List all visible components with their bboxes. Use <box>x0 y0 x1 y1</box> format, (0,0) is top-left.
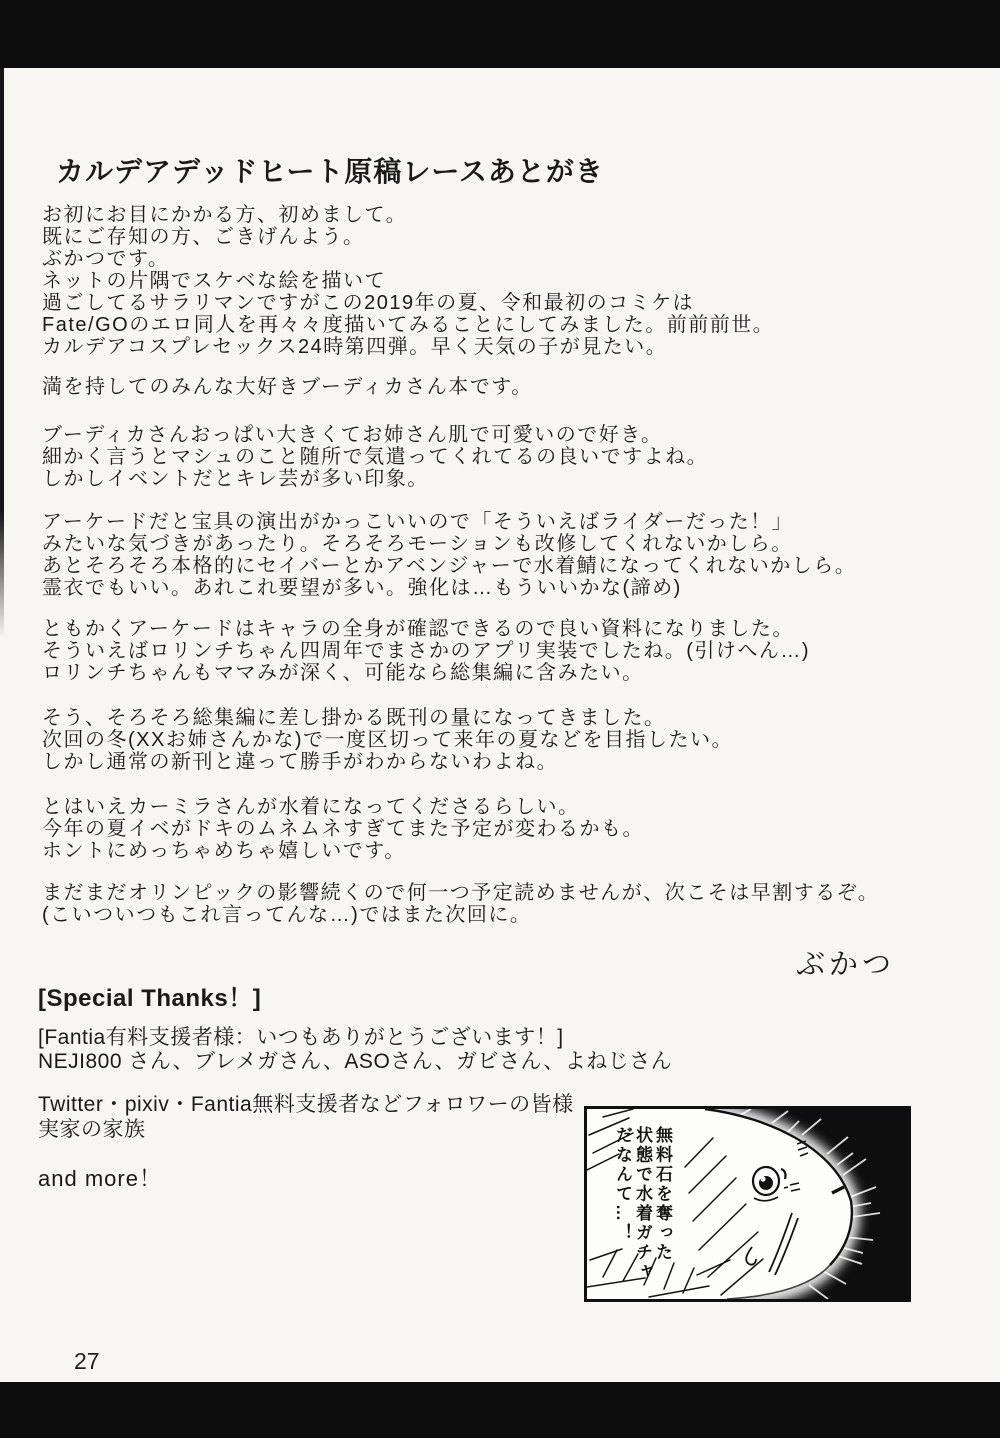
body-line: そう、そろそろ総集編に差し掛かる既刊の量になってきました。 <box>42 707 666 729</box>
speech-line: だなんて…！ <box>613 1126 632 1243</box>
body-line: ともかくアーケードはキャラの全身が確認できるので良い資料になりました。 <box>42 618 794 640</box>
body-line: あとそろそろ本格的にセイバーとかアベンジャーで水着鯖になってくれないかしら。 <box>42 555 857 577</box>
body-line: 過ごしてるサラリマンですがこの2019年の夏、令和最初のコミケは <box>42 292 695 314</box>
body-line: ホントにめっちゃめちゃ嬉しいです。 <box>42 840 406 862</box>
paragraph-reference <box>42 618 810 684</box>
body-line: アーケードだと宝具の演出がかっこいいので「そういえばライダーだった！」 <box>42 511 794 533</box>
paragraph-arcade <box>42 511 856 599</box>
body-line: ロリンチちゃんもママみが深く、可能なら総集編に含みたい。 <box>42 662 644 684</box>
body-line: しかし通常の新刊と違って勝手がわからないわよね。 <box>42 751 558 773</box>
special-thanks-heading: [Special Thanks！] <box>38 985 262 1012</box>
and-more-line: and more！ <box>38 1166 162 1191</box>
body-line: (こいついつもこれ言ってんな…)ではまた次回に。 <box>42 904 532 926</box>
body-line: 今年の夏イベがドキのムネムネすぎてまた予定が変わるかも。 <box>42 818 644 840</box>
paragraph-boudica-book <box>42 376 533 398</box>
paragraph-closing <box>42 882 879 926</box>
body-line: 満を持してのみんな大好きブーディカさん本です。 <box>42 376 533 398</box>
speech-text <box>612 1126 672 1290</box>
paragraph-compilation <box>42 707 733 773</box>
body-line: しかしイベントだとキレ芸が多い印象。 <box>42 468 429 490</box>
body-line: そういえばロリンチちゃん四周年でまさかのアプリ実装でしたね。(引けへん…) <box>42 640 811 662</box>
body-line: Fate/GOのエロ同人を再々々度描いてみることにしてみました。前前前世。 <box>42 314 775 336</box>
paragraph-boudica <box>42 424 708 490</box>
followers-thanks-block <box>38 1092 574 1142</box>
body-line: ネットの片隅でスケベな絵を描いて <box>42 270 386 292</box>
scan-edge-line <box>0 68 4 638</box>
fantia-thanks-block <box>38 1026 672 1074</box>
body-line: 次回の冬(XXお姉さんかな)で一度区切って来年の夏などを目指したい。 <box>42 729 733 751</box>
body-line: とはいえカーミラさんが水着になってくださるらしい。 <box>42 796 580 818</box>
speech-line: 状態で水着ガチャ <box>633 1126 652 1282</box>
afterword-title: カルデアデッドヒート原稿レースあとがき <box>56 156 604 187</box>
body-line: 細かく言うとマシュのこと随所で気遣ってくれてるの良いですよね。 <box>42 446 709 468</box>
body-line: 霊衣でもいい。あれこれ要望が多い。強化は…もういいかな(諦め) <box>42 577 682 599</box>
body-line: お初にお目にかかる方、初めまして。 <box>42 204 408 226</box>
body-line: ぶかつです。 <box>42 248 170 270</box>
fantia-heading-line: [Fantia有料支援者様：いつもありがとうございます！] <box>38 1026 564 1049</box>
fantia-names-line: NEJI800 さん、ブレメガさん、ASOさん、ガビさん、よねじさん <box>38 1050 673 1073</box>
family-line: 実家の家族 <box>38 1118 146 1141</box>
body-line: カルデアコスプレセックス24時第四弾。早く天気の子が見たい。 <box>42 336 668 358</box>
paragraph-carmilla <box>42 796 644 862</box>
page-number: 27 <box>74 1348 100 1374</box>
followers-line: Twitter・pixiv・Fantia無料支援者などフォロワーの皆様 <box>38 1093 574 1116</box>
body-line: みたいな気づきがあったり。そろそろモーションも改修してくれないかしら。 <box>42 533 793 555</box>
body-line: ブーディカさんおっぱい大きくてお姉さん肌で可愛いので好き。 <box>42 424 663 446</box>
body-line: まだまだオリンピックの影響続くので何一つ予定読めませんが、次こそは早割するぞ。 <box>42 882 880 904</box>
paragraph-intro <box>42 204 774 358</box>
body-line: 既にご存知の方、ごきげんよう。 <box>42 226 365 248</box>
speech-line: 無料石を奪った <box>653 1126 672 1263</box>
author-signature: ぶかつ <box>796 949 896 981</box>
